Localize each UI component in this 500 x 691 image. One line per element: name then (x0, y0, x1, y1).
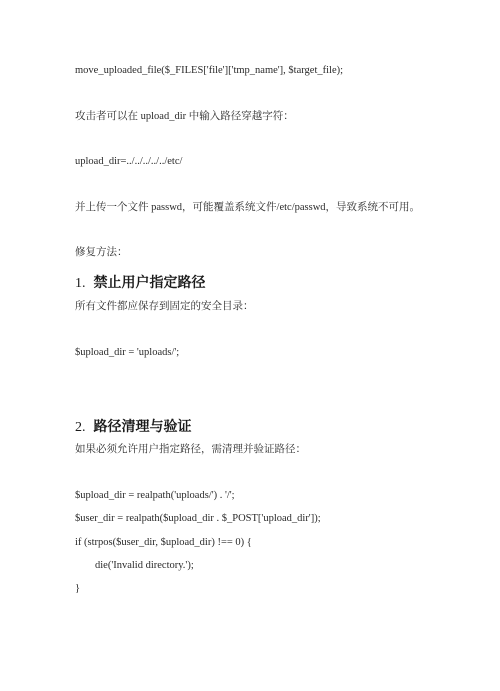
code-line-strpos-check: if (strpos($user_dir, $upload_dir) !== 0) { (75, 537, 252, 548)
heading-2 (75, 418, 192, 437)
paragraph-upload-passwd: 并上传一个文件 passwd，可能覆盖系统文件/etc/passwd，导致系统不可用。 (75, 202, 421, 213)
code-line-user-dir: $user_dir = realpath($upload_dir . $_POST['upload_dir']); (75, 513, 321, 524)
paragraph-fix-methods: 修复方法： (75, 247, 128, 258)
heading-1-text: 禁止用户指定路径 (93, 275, 206, 291)
code-line-move-uploaded-file: move_uploaded_file($_FILES['file']['tmp_name'], $target_file); (75, 65, 344, 76)
heading-2-number: 2. (75, 420, 86, 435)
paragraph-sanitize-path: 如果必须允许用户指定路径，需清理并验证路径： (75, 444, 306, 455)
heading-1 (75, 274, 206, 293)
code-line-close-brace: } (75, 583, 81, 594)
paragraph-fixed-directory: 所有文件都应保存到固定的安全目录： (75, 301, 254, 312)
code-line-realpath-uploads: $upload_dir = realpath('uploads/') . '/'; (75, 490, 235, 501)
paragraph-attack-description: 攻击者可以在 upload_dir 中输入路径穿越字符： (75, 111, 294, 122)
heading-1-number: 1. (75, 276, 86, 291)
code-line-upload-dir-assign: $upload_dir = 'uploads/'; (75, 347, 180, 358)
code-line-upload-dir-traversal: upload_dir=../../../../../etc/ (75, 156, 183, 167)
code-line-die: die('Invalid directory.'); (95, 560, 194, 571)
heading-2-text: 路径清理与验证 (93, 419, 192, 435)
